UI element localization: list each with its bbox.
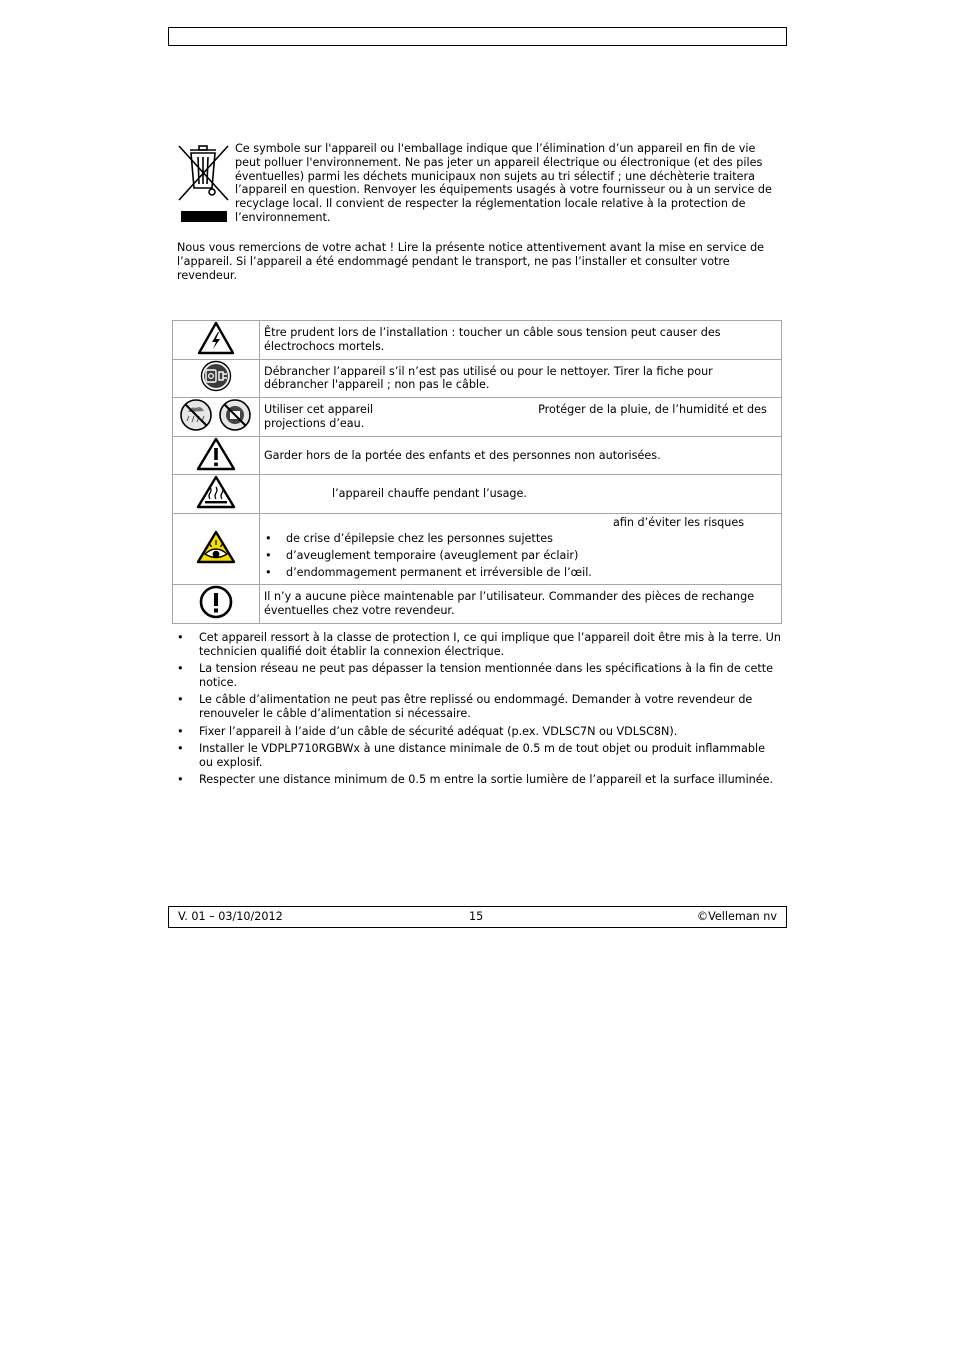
- safety-row: [173, 475, 782, 514]
- exclamation-circle-icon: [199, 585, 233, 619]
- safety-row: [173, 585, 782, 624]
- safety-bullet-list: [177, 631, 781, 791]
- list-item: • de crise d’épilepsie chez les personnes sujettes: [264, 532, 775, 546]
- weee-bin-icon: [176, 142, 232, 224]
- risk-list: [264, 532, 775, 579]
- safety-text: [260, 475, 782, 514]
- footer-page-number: 15: [469, 910, 484, 923]
- page-header-box: [168, 27, 787, 46]
- intro-paragraph: Nous vous remercions de votre achat ! Lire la présente notice attentivement avant la mise en service de l’appareil. Si l’appareil a été endommagé pendant le transport, ne pas l’installer et consulter votre revendeur.: [177, 241, 765, 282]
- footer-copyright: ©Velleman nv: [696, 910, 777, 923]
- safety-text-part: Protéger de la pluie, de l’humidité et des projections d’eau.: [264, 402, 767, 430]
- general-warning-icon: [196, 437, 236, 471]
- safety-text: Il n’y a aucune pièce maintenable par l’utilisateur. Commander des pièces de rechange éventuelles chez votre revendeur.: [260, 585, 782, 624]
- list-item: • Installer le VDPLP710RGBWx à une distance minimale de 0.5 m de tout objet ou produit inflammable ou explosif.: [177, 742, 781, 770]
- hot-surface-icon: [196, 475, 236, 509]
- safety-row: [173, 359, 782, 397]
- safety-row: [173, 514, 782, 585]
- eye-hazard-icon: [196, 530, 236, 564]
- electric-shock-warning-icon: [197, 321, 235, 355]
- safety-text: [260, 514, 782, 585]
- safety-text: Débrancher l’appareil s’il n’est pas utilisé ou pour le nettoyer. Tirer la fiche pour débrancher l'appareil ; non pas le câble.: [260, 359, 782, 397]
- safety-row: [173, 436, 782, 475]
- safety-instructions-table: [172, 320, 782, 624]
- list-item: • Respecter une distance minimum de 0.5 m entre la sortie lumière de l’appareil et la surface illuminée.: [177, 773, 781, 787]
- list-item: • La tension réseau ne peut pas dépasser la tension mentionnée dans les spécifications à la fin de cette notice.: [177, 662, 781, 690]
- safety-text-lead: afin d’éviter les risques: [613, 516, 745, 530]
- safety-row: [173, 321, 782, 360]
- safety-text: [260, 397, 782, 436]
- weee-notice: Ce symbole sur l'appareil ou l'emballage indique que l’élimination d’un appareil en fin de vie peut polluer l'environnement. Ne pas jeter un appareil électrique ou électronique (et des piles éventuelles) parmi les déchets municipaux non sujets au tri sélectif ; une déchèterie traitera l’appareil en question. Renvoyer les équipements usagés à votre fournisseur ou à un service de recyclage local. Il convient de respecter la réglementation locale relative à la protection de l’environnement.: [235, 142, 772, 224]
- no-rain-icon: [179, 398, 253, 432]
- list-item: • Cet appareil ressort à la classe de protection I, ce qui implique que l’appareil doit être mis à la terre. Un technicien qualifié doit établir la connexion électrique.: [177, 631, 781, 659]
- footer-version: V. 01 – 03/10/2012: [178, 910, 283, 923]
- list-item: • Le câble d’alimentation ne peut pas être replissé ou endommagé. Demander à votre revendeur de renouveler le câble d’alimentation si nécessaire.: [177, 693, 781, 721]
- safety-text: Être prudent lors de l’installation : toucher un câble sous tension peut causer des électrochocs mortels.: [260, 321, 782, 360]
- safety-text-part: Utiliser cet appareil: [264, 402, 374, 416]
- list-item: • Fixer l’appareil à l’aide d’un câble de sécurité adéquat (p.ex. VDLSC7N ou VDLSC8N).: [177, 725, 781, 739]
- unplug-icon: [200, 360, 232, 392]
- safety-row: [173, 397, 782, 436]
- page-footer: [168, 906, 787, 928]
- list-item: • d’aveuglement temporaire (aveuglement par éclair): [264, 549, 775, 563]
- safety-text-part: l’appareil chauffe pendant l’usage.: [332, 487, 527, 501]
- list-item: • d’endommagement permanent et irréversible de l’œil.: [264, 566, 775, 580]
- safety-text: Garder hors de la portée des enfants et des personnes non autorisées.: [260, 436, 782, 475]
